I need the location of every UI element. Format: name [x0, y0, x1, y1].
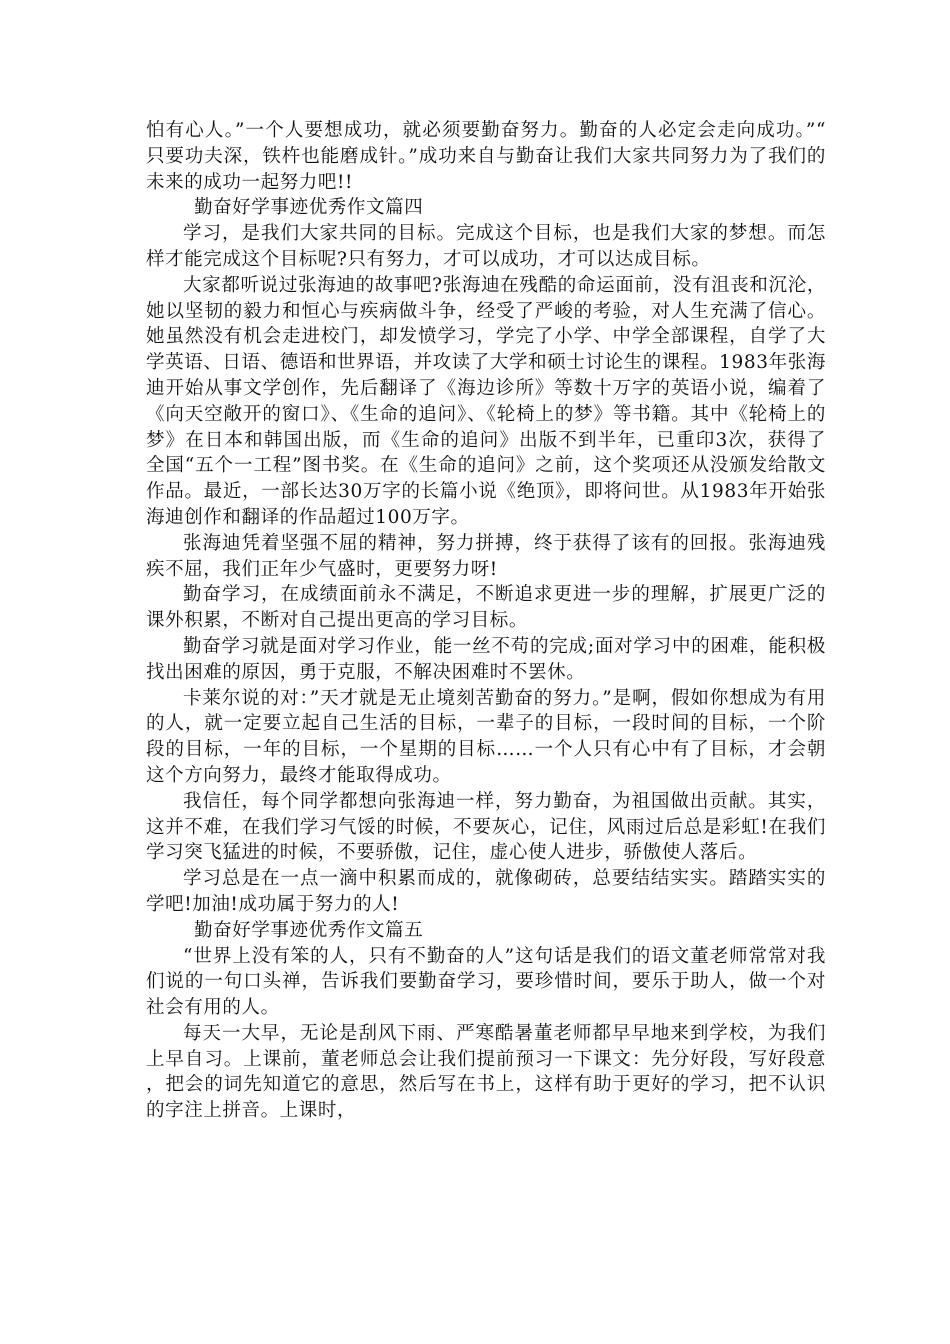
section-heading: 勤奋好学事迹优秀作文篇四 [194, 197, 424, 219]
body-paragraph: 勤奋学习，在成绩面前永不满足，不断追求更进一步的理解，扩展更广泛的课外积累，不断对自己提出更高的学习目标。 [146, 584, 826, 632]
body-paragraph: 学习总是在一点一滴中积累而成的，就像砌砖，总要结结实实。踏踏实实的学吧!加油!成功属于努力的人! [146, 868, 826, 915]
document-page [146, 118, 826, 1124]
body-paragraph: 大家都听说过张海迪的故事吧?张海迪在残酷的命运面前，没有沮丧和沉沦，她以坚韧的毅力和恒心与疾病做斗争，经受了严峻的考验，对人生充满了信心。她虽然没有机会走进校门，却发愤学习，学完了小学、中学全部课程，自学了大学英语、日语、德语和世界语，并攻读了大学和硕士讨论生的课程。1983年张海迪开始从事文学创作，先后翻译了《海边诊所》等数十万字的英语小说，编着了《向天空敞开的窗口》、《生命的追问》、《轮椅上的梦》等书籍。其中《轮椅上的梦》在日本和韩国出版，而《生命的追问》出版不到半年，已重印3次，获得了全国“五个一工程”图书奖。在《生命的追问》之前，这个奖项还从没颁发给散文作品。最近，一部长达30万字的长篇小说《绝顶》，即将问世。从1983年开始张海迪创作和翻译的作品超过100万字。 [146, 274, 826, 528]
body-paragraph: 怕有心人。”一个人要想成功，就必须要勤奋努力。勤奋的人必定会走向成功。”“只要功夫深，铁杵也能磨成针。”成功来自与勤奋让我们大家共同努力为了我们的未来的成功一起努力吧!! [146, 120, 826, 193]
section-heading: 勤奋好学事迹优秀作文篇五 [194, 919, 424, 941]
body-paragraph: 卡莱尔说的对：”天才就是无止境刻苦勤奋的努力。”是啊，假如你想成为有用的人，就一定要立起自己生活的目标，一辈子的目标，一段时间的目标，一个阶段的目标，一年的目标，一个星期的目标……一个人只有心中有了目标，才会朝这个方向努力，最终才能取得成功。 [146, 687, 826, 786]
body-paragraph: 我信任，每个同学都想向张海迪一样，努力勤奋，为祖国做出贡献。其实，这并不难，在我们学习气馁的时候，不要灰心，记住，风雨过后总是彩虹!在我们学习突飞猛进的时候，不要骄傲，记住，虚心使人进步，骄傲使人落后。 [146, 790, 826, 864]
body-paragraph: 学习，是我们大家共同的目标。完成这个目标，也是我们大家的梦想。而怎样才能完成这个目标呢?只有努力，才可以成功，才可以达成目标。 [146, 223, 826, 270]
body-paragraph: 每天一大早，无论是刮风下雨、严寒酷暑董老师都早早地来到学校，为我们上早自习。上课前，董老师总会让我们提前预习一下课文：先分好段，写好段意，把会的词先知道它的意思，然后写在书上，这样有助于更好的学习，把不认识的字注上拼音。上课时， [146, 1022, 826, 1122]
body-paragraph: 勤奋学习就是面对学习作业，能一丝不苟的完成;面对学习中的困难，能积极找出困难的原因，勇于克服，不解决困难时不罢休。 [146, 635, 826, 683]
body-paragraph: 张海迪凭着坚强不屈的精神，努力拼搏，终于获得了该有的回报。张海迪残疾不屈，我们正年少气盛时，更要努力呀! [146, 532, 826, 580]
body-paragraph: “世界上没有笨的人，只有不勤奋的人”这句话是我们的语文董老师常常对我们说的一句口头禅，告诉我们要勤奋学习，要珍惜时间，要乐于助人，做一个对社会有用的人。 [146, 945, 826, 1019]
